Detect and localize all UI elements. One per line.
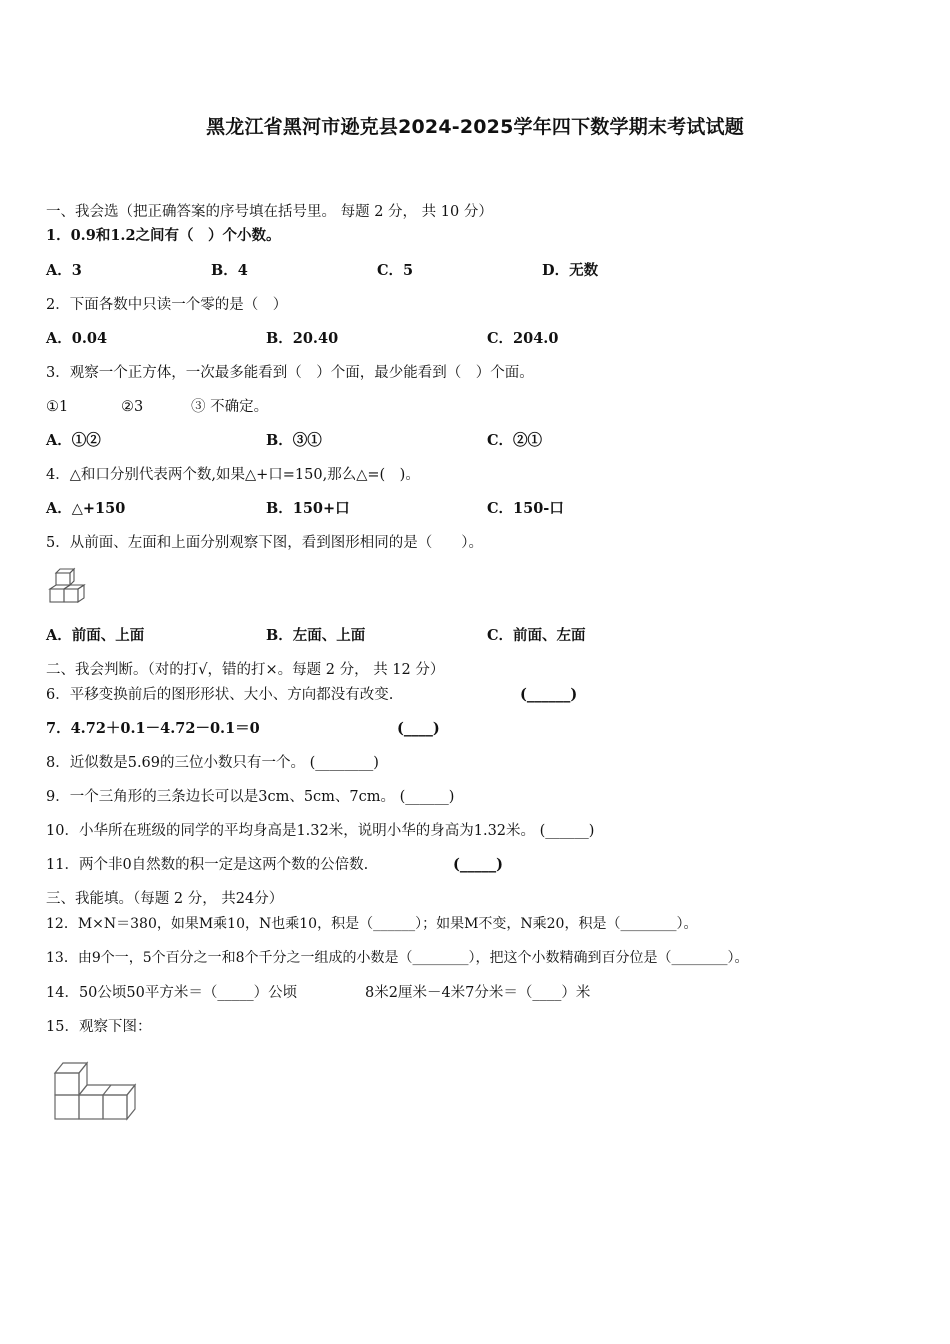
q5-cube-top-front <box>56 573 70 585</box>
q15-cube-figure <box>50 1055 140 1125</box>
question-12: 12．M×N＝380，如果M乘10，N也乘10，积是（______）；如果M不变，N乘20，积是（________）。 <box>46 916 698 932</box>
q3-option-a: A．①② <box>46 432 101 449</box>
question-13: 13．由9个一，5个百分之一和8个千分之一组成的小数是（________），把这个小数精确到百分位是（________）。 <box>46 950 749 966</box>
section-3-heading: 三、我能填。（每题 2 分， 共24分） <box>46 891 284 907</box>
q2-option-c: C．204.0 <box>487 330 559 347</box>
q2-option-a: A．0.04 <box>46 330 108 347</box>
q2-option-b: B．20.40 <box>266 330 339 347</box>
section-2-heading: 二、我会判断。（对的打√，错的打×。每题 2 分， 共 12 分） <box>46 662 445 678</box>
question-1: 1．0.9和1.2之间有（ ）个小数。 <box>46 227 281 244</box>
question-11: 11．两个非0自然数的积一定是这两个数的公倍数. <box>46 857 369 873</box>
q15-cube-bottom-side <box>127 1085 135 1119</box>
question-2: 2．下面各数中只读一个零的是（ ） <box>46 297 288 313</box>
question-14-part-1: 14．50公顷50平方米＝（_____）公顷 <box>46 985 298 1001</box>
q5-cube-figure <box>46 565 90 605</box>
q3-choice-2: ②3 <box>121 399 144 415</box>
q5-option-c: C．前面、左面 <box>487 627 586 644</box>
q3-option-b: B．③① <box>266 432 322 449</box>
q3-option-c: C．②① <box>487 432 543 449</box>
q4-option-c: C．150-口 <box>487 500 564 517</box>
q11-answer-blank[interactable]: (_____) <box>453 856 503 873</box>
q5-cube-bottom-right-side <box>78 585 84 602</box>
q5-option-b: B．左面、上面 <box>266 627 366 644</box>
q15-cube-bottom-2 <box>79 1095 103 1119</box>
question-4: 4．△和口分别代表两个数,如果△+口=150,那么△=( )。 <box>46 467 420 483</box>
page-title: 黑龙江省黑河市逊克县2024-2025学年四下数学期末考试试题 <box>206 116 744 138</box>
q6-answer-blank[interactable]: (______) <box>520 686 578 703</box>
q5-cube-bottom-left <box>50 589 64 602</box>
question-3: 3．观察一个正方体，一次最多能看到（ ）个面，最少能看到（ ）个面。 <box>46 365 534 381</box>
q3-choice-1: ①1 <box>46 399 69 415</box>
question-7: 7．4.72＋0.1－4.72－0.1＝0 <box>46 720 260 737</box>
question-5: 5．从前面、左面和上面分别观察下图，看到图形相同的是（ ）。 <box>46 535 483 551</box>
section-1-heading: 一、我会选（把正确答案的序号填在括号里。 每题 2 分， 共 10 分） <box>46 204 493 220</box>
question-9: 9．一个三角形的三条边长可以是3cm、5cm、7cm。 (______) <box>46 789 455 805</box>
q5-cube-bottom-right <box>64 589 78 602</box>
q3-choice-3: ③ 不确定。 <box>191 399 269 415</box>
q1-option-c: C．5 <box>377 262 414 279</box>
q4-option-b: B．150+口 <box>266 500 350 517</box>
q7-answer-blank[interactable]: (____) <box>397 720 440 737</box>
question-15: 15．观察下图： <box>46 1019 152 1035</box>
q4-option-a: A．△+150 <box>46 500 126 517</box>
q1-option-b: B．4 <box>211 262 248 279</box>
question-6: 6．平移变换前后的图形形状、大小、方向都没有改变. <box>46 687 394 703</box>
q15-cube-top-front <box>55 1073 79 1095</box>
q15-cube-top-divider <box>103 1085 111 1095</box>
q5-option-a: A．前面、上面 <box>46 627 145 644</box>
question-10: 10．小华所在班级的同学的平均身高是1.32米，说明小华的身高为1.32米。 (______) <box>46 823 595 839</box>
q15-cube-bottom-1 <box>55 1095 79 1119</box>
question-8: 8．近似数是5.69的三位小数只有一个。 (________) <box>46 755 379 771</box>
q15-cube-bottom-3 <box>103 1095 127 1119</box>
q15-cube-top-face <box>55 1063 87 1073</box>
question-14-part-2: 8米2厘米－4米7分米＝（____）米 <box>365 985 591 1001</box>
q1-option-a: A．3 <box>46 262 82 279</box>
q1-option-d: D．无数 <box>542 262 599 279</box>
q5-cube-top-side <box>70 569 74 585</box>
